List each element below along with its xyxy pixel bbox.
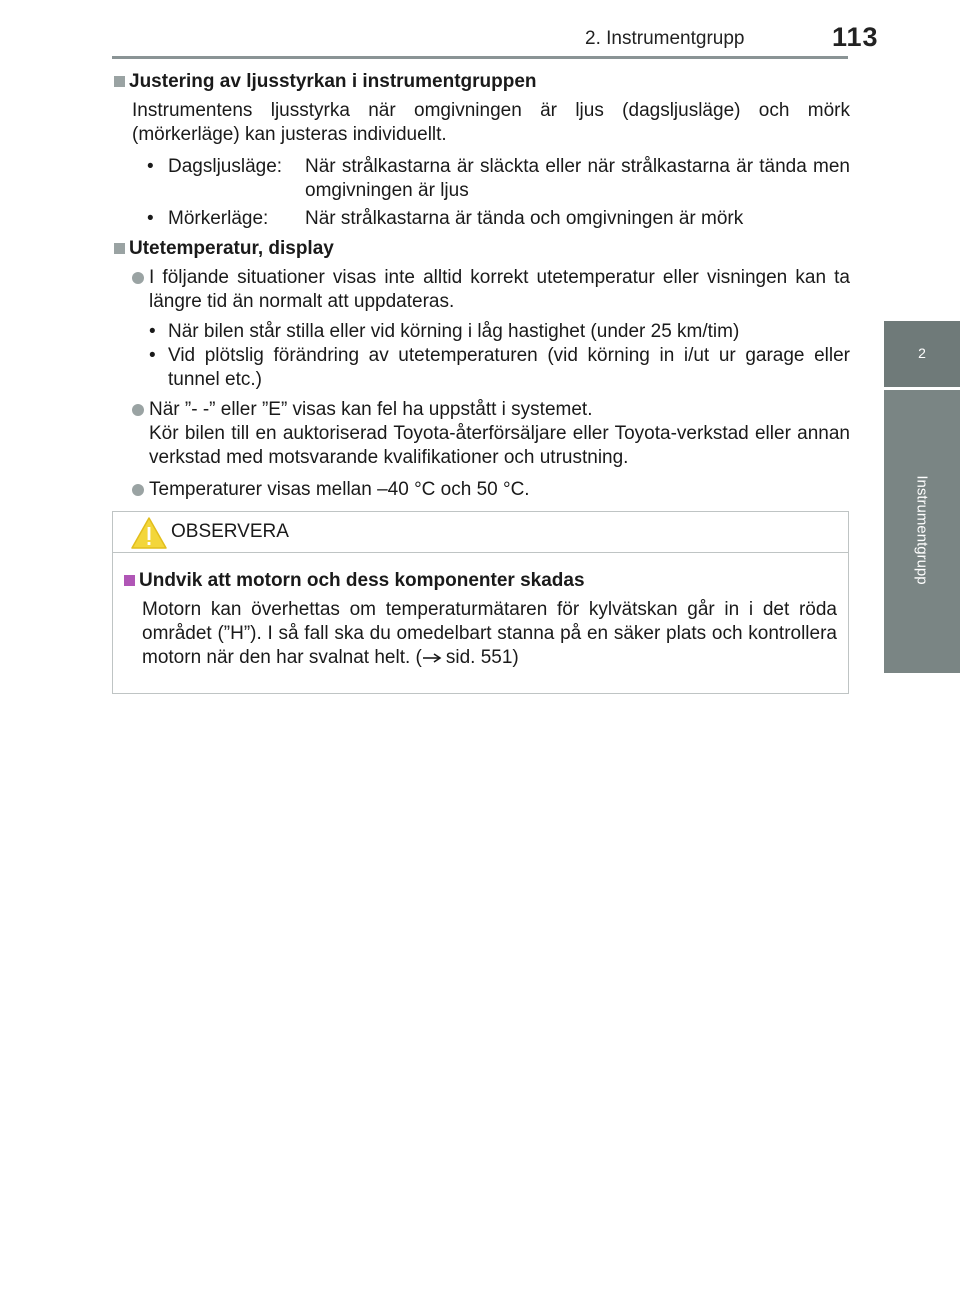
chapter-band-label: Instrumentgrupp <box>913 475 931 585</box>
definition-desc: När strålkastarna är tända och omgivningen är mörk <box>305 208 744 229</box>
page-content <box>112 70 850 508</box>
definition-term: Mörkerläge: <box>168 208 269 229</box>
circle-bullet-icon <box>132 272 144 284</box>
chapter-band <box>884 390 960 673</box>
bullet: • <box>149 321 156 342</box>
page-reference-link[interactable]: sid. 551) <box>445 647 519 668</box>
chapter-title: 2. Instrumentgrupp <box>585 28 745 49</box>
list-item-text: Kör bilen till en auktoriserad Toyota-återförsäljare eller Toyota-verkstad eller annan verkstad med motsvarande kvalifikationer och utrustning. <box>149 423 850 468</box>
sub-list-item-text: Vid plötslig förändring av utetemperaturen (vid körning in i/ut ur garage eller tunnel etc.) <box>168 345 850 390</box>
notice-body <box>122 569 837 670</box>
notice-title: OBSERVERA <box>171 521 289 542</box>
definition-term: Dagsljusläge: <box>168 156 283 177</box>
circle-bullet-icon <box>132 484 144 496</box>
header-rule <box>112 56 848 59</box>
circle-list-item <box>112 266 850 314</box>
sub-list-item <box>149 344 850 392</box>
sub-list <box>112 320 850 392</box>
sub-list-item <box>149 320 850 344</box>
definition-item <box>132 155 850 203</box>
square-bullet-icon <box>124 575 135 586</box>
notice-heading <box>122 569 837 593</box>
notice-heading-text: Undvik att motorn och dess komponenter skadas <box>139 570 585 591</box>
warning-triangle-icon <box>129 515 169 551</box>
bullet: • <box>147 156 154 177</box>
circle-list-item <box>112 478 850 502</box>
list-item-text: I följande situationer visas inte alltid korrekt utetemperatur eller visningen kan ta längre tid än normalt att uppdateras. <box>149 267 850 312</box>
square-bullet-icon <box>114 76 125 87</box>
section-heading-text: Utetemperatur, display <box>129 238 334 259</box>
section-heading-text: Justering av ljusstyrkan i instrumentgruppen <box>129 71 537 92</box>
page-number: 113 <box>832 22 879 52</box>
notice-text: Motorn kan överhettas om temperaturmätaren för kylvätskan går in i det röda området (”H”). I så fall ska du omedelbart stanna på en säker plats och kontrollera motorn när den har svalnat helt. ( <box>142 599 837 668</box>
chapter-tab[interactable] <box>884 321 960 387</box>
notice-box <box>112 511 849 694</box>
notice-header <box>113 512 848 553</box>
section-heading <box>112 70 850 94</box>
definition-desc: När strålkastarna är släckta eller när strålkastarna är tända men omgivningen är ljus <box>305 156 850 201</box>
circle-list-item <box>112 398 850 470</box>
circle-bullet-icon <box>132 404 144 416</box>
chapter-tab-number: 2 <box>918 345 926 361</box>
section-heading <box>112 237 850 261</box>
definition-item <box>132 207 850 231</box>
definition-list <box>112 155 850 231</box>
sub-list-item-text: När bilen står stilla eller vid körning i låg hastighet (under 25 km/tim) <box>168 321 740 342</box>
list-item-text: När ”- -” eller ”E” visas kan fel ha uppstått i systemet. <box>149 399 593 420</box>
bullet: • <box>147 208 154 229</box>
arrow-right-icon <box>422 652 442 664</box>
paragraph: Instrumentens ljusstyrka när omgivningen är ljus (dagsljusläge) och mörk (mörkerläge) kan justeras individuellt. <box>132 100 850 145</box>
bullet: • <box>149 345 156 366</box>
list-item-text: Temperaturer visas mellan –40 °C och 50 °C. <box>149 479 530 500</box>
notice-paragraph <box>122 598 837 670</box>
square-bullet-icon <box>114 243 125 254</box>
